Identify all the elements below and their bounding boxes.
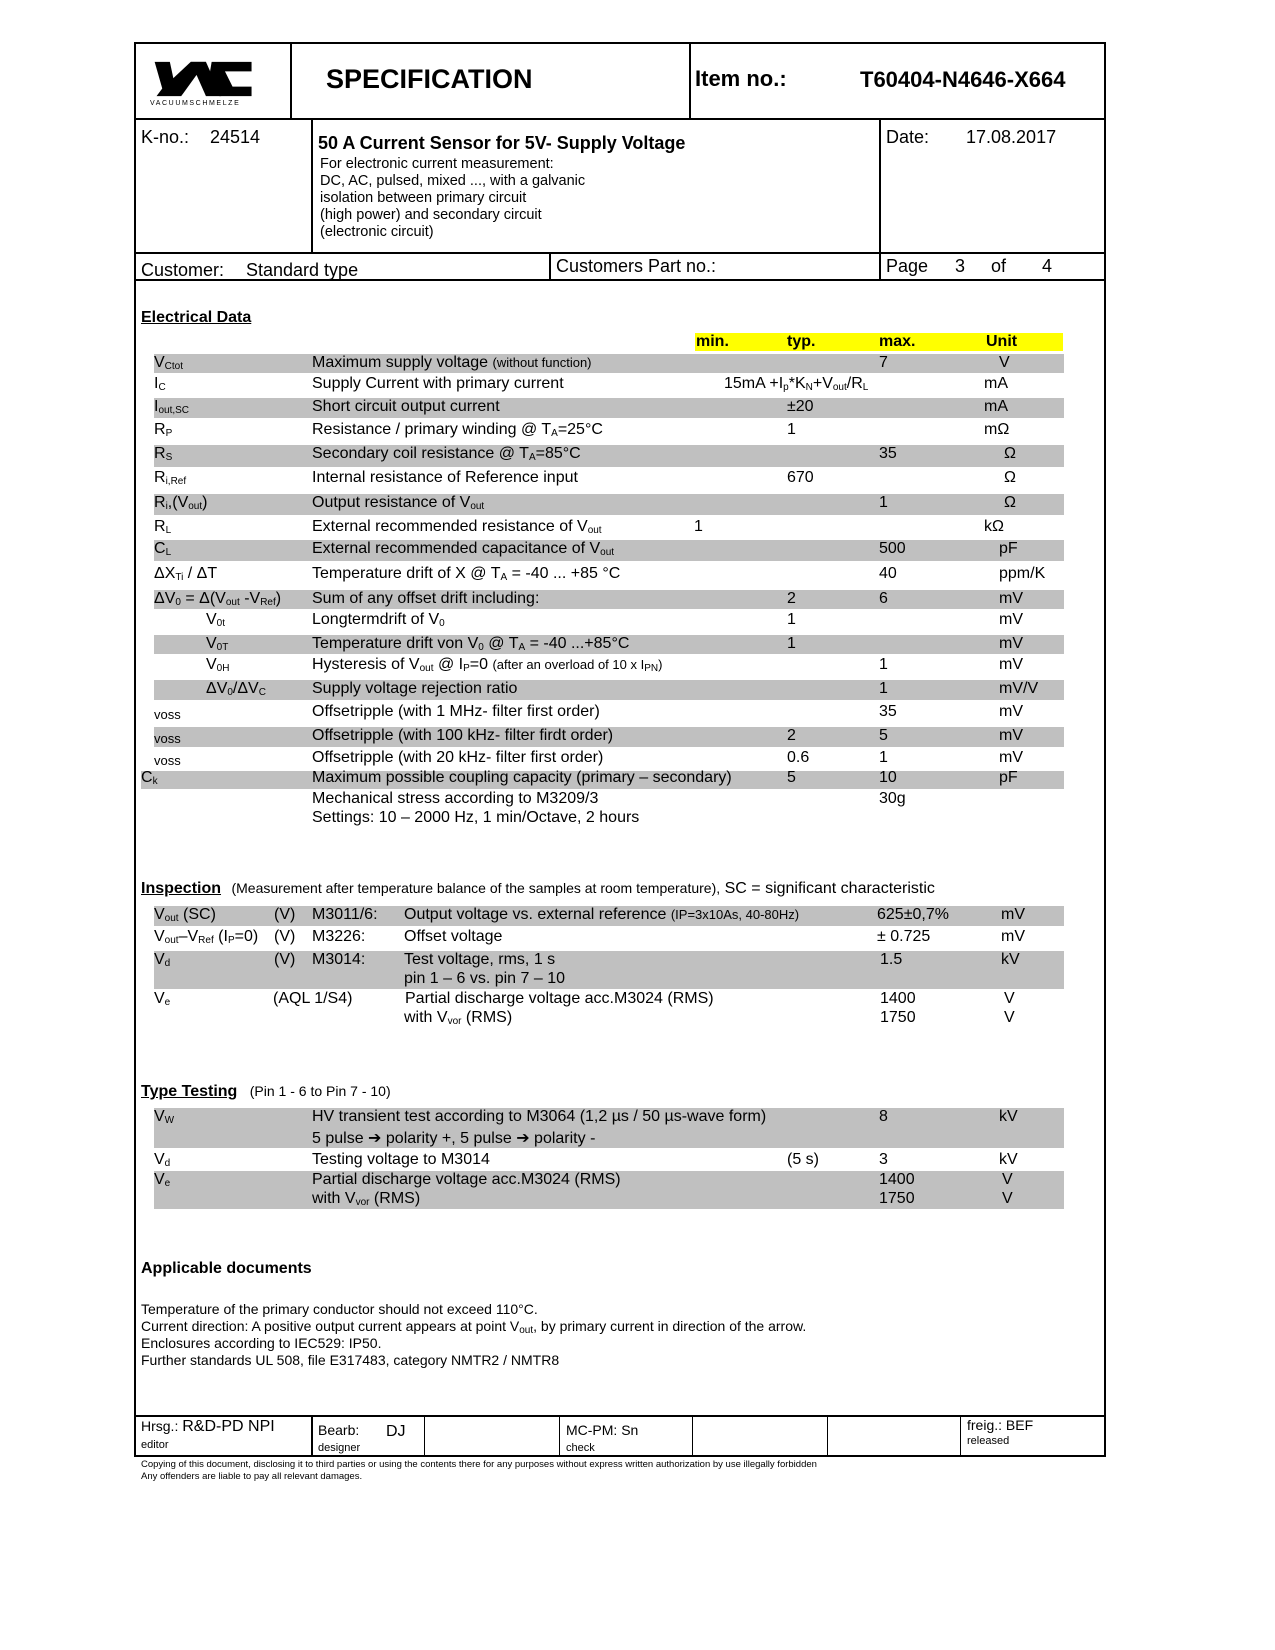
note-line: Current direction: A positive output current appears at point $V_{out}$, by primary current in direction of the arrow. bbox=[141, 1318, 807, 1336]
divider bbox=[960, 1415, 961, 1457]
description-condition: (IP=3x10As, 40-80Hz) bbox=[670, 907, 800, 922]
table-row bbox=[154, 494, 1064, 515]
k-no-label: K-no.: bbox=[141, 127, 190, 147]
symbol: $\Delta X_{Ti}$ / ΔT bbox=[154, 565, 218, 583]
divider bbox=[549, 252, 551, 280]
product-desc-line: (high power) and secondary circuit bbox=[320, 207, 542, 223]
unit: pF bbox=[999, 769, 1018, 786]
max-value: 500 bbox=[879, 540, 906, 557]
description: Offsetripple (with 100 kHz- filter firdt order) bbox=[312, 727, 614, 744]
max-value: 1 bbox=[879, 680, 888, 697]
symbol: $V_{0t}$ bbox=[206, 611, 226, 629]
description: Output resistance of $V_{out}$ bbox=[312, 494, 485, 512]
unit: mA bbox=[984, 398, 1008, 415]
typ-value: 1 bbox=[787, 635, 796, 652]
page-current: 3 bbox=[955, 256, 966, 276]
table-row bbox=[154, 540, 1064, 561]
hrsg-field bbox=[141, 1418, 275, 1436]
description: Internal resistance of Reference input bbox=[312, 469, 578, 486]
unit: V bbox=[1004, 990, 1015, 1007]
description: Temperature drift von $V_0$ @ $T_A = -40$ ...+85°C bbox=[312, 635, 630, 653]
table-row bbox=[154, 518, 1064, 539]
section-heading-inspection: Inspection bbox=[141, 880, 222, 897]
divider bbox=[290, 42, 292, 119]
typ-value: ±20 bbox=[787, 398, 814, 415]
typ-value: 5 bbox=[787, 769, 796, 786]
table-row bbox=[154, 1151, 1064, 1171]
symbol: $C_k$ bbox=[141, 769, 158, 787]
unit: mV bbox=[999, 656, 1023, 673]
inspection-note-sc: SC = significant characteristic bbox=[724, 880, 935, 897]
table-row bbox=[154, 703, 1064, 725]
max-value: 35 bbox=[879, 703, 897, 720]
description: Partial discharge voltage acc.M3024 (RMS) bbox=[405, 990, 714, 1007]
symbol: voss bbox=[154, 707, 181, 722]
typ-value: 1 bbox=[787, 421, 796, 438]
unit: ppm/K bbox=[999, 565, 1046, 582]
description: HV transient test according to M3064 (1,2 µs / 50 µs-wave form) bbox=[312, 1108, 767, 1125]
symbol: $V_{0H}$ bbox=[206, 656, 230, 674]
min-value: 1 bbox=[694, 518, 703, 535]
designer-caption: designer bbox=[318, 1442, 361, 1454]
max-value: 1 bbox=[879, 749, 888, 766]
symbol: $I_{out,SC}$ bbox=[154, 398, 190, 416]
divider bbox=[827, 1415, 828, 1457]
col-unit: Unit bbox=[986, 333, 1018, 350]
table-row bbox=[154, 354, 1064, 373]
value: 3 bbox=[879, 1151, 888, 1168]
freig-field: freig.: BEF bbox=[967, 1417, 1034, 1433]
class: (V) bbox=[274, 951, 296, 968]
item-no-value: T60404-N4646-X664 bbox=[860, 67, 1066, 92]
symbol: $I_C$ bbox=[154, 375, 166, 393]
unit: mV bbox=[999, 727, 1023, 744]
typ-value: 0.6 bbox=[787, 749, 810, 766]
unit: pF bbox=[999, 540, 1018, 557]
mcpm-field: MC-PM: Sn bbox=[566, 1422, 639, 1438]
description bbox=[404, 906, 799, 924]
col-max: max. bbox=[879, 333, 916, 350]
unit: kV bbox=[999, 1151, 1018, 1168]
max-value: 40 bbox=[879, 565, 897, 582]
divider bbox=[424, 1415, 425, 1457]
unit: mV bbox=[999, 749, 1023, 766]
unit: mV bbox=[1001, 906, 1025, 923]
class: (V) bbox=[274, 928, 296, 945]
section-heading-applicable: Applicable documents bbox=[141, 1260, 312, 1277]
unit: mΩ bbox=[984, 421, 1010, 438]
symbol: $R_i,(V_{out})$ bbox=[154, 494, 208, 512]
value: ± 0.725 bbox=[877, 928, 931, 945]
description: Supply voltage rejection ratio bbox=[312, 680, 518, 697]
table-row bbox=[154, 611, 1064, 633]
description: Offsetripple (with 1 MHz- filter first order) bbox=[312, 703, 600, 720]
duration: (5 s) bbox=[787, 1151, 819, 1168]
customers-part-label: Customers Part no.: bbox=[556, 256, 717, 276]
divider bbox=[692, 1415, 693, 1457]
k-no-value: 24514 bbox=[210, 127, 261, 147]
method: M3226: bbox=[312, 928, 366, 945]
description: Testing voltage to M3014 bbox=[312, 1151, 490, 1168]
value-2: 1750 bbox=[880, 1009, 916, 1026]
symbol: $\Delta V_0/\Delta V_C$ bbox=[206, 680, 266, 698]
page-total: 4 bbox=[1042, 256, 1053, 276]
unit: mV bbox=[1001, 928, 1025, 945]
method: M3014: bbox=[312, 951, 366, 968]
table-row bbox=[154, 421, 1064, 443]
item-no-label: Item no.: bbox=[695, 66, 787, 91]
unit: mV/V bbox=[999, 680, 1039, 697]
max-value: 1 bbox=[879, 656, 888, 673]
table-row bbox=[154, 928, 1064, 950]
product-desc-line: (electronic circuit) bbox=[320, 224, 434, 240]
table-row bbox=[154, 1108, 1064, 1148]
customer-value: Standard type bbox=[246, 260, 359, 280]
copyright-notice-2: Any offenders are liable to pay all relevant damages. bbox=[141, 1471, 363, 1482]
section-heading-type-testing: Type Testing bbox=[141, 1083, 238, 1100]
type-testing-header bbox=[141, 1083, 391, 1101]
symbol: $V_e$ bbox=[154, 1171, 171, 1189]
symbol: $\Delta V_0 = \Delta(V_{out}$ $-V_{Ref}$) bbox=[154, 590, 282, 608]
unit: mA bbox=[984, 375, 1008, 392]
description: Offsetripple (with 20 kHz- filter first order) bbox=[312, 749, 604, 766]
max-value: 1 bbox=[879, 494, 888, 511]
description: External recommended resistance of $V_{out}$ bbox=[312, 518, 602, 536]
description: Hysteresis of $V_{out}$ @ $I_P=0$ (after an overload of 10 x $I_{PN}$) bbox=[312, 656, 663, 674]
unit: kV bbox=[1001, 951, 1020, 968]
page-of: of bbox=[991, 256, 1007, 276]
unit-2: V bbox=[1002, 1190, 1013, 1207]
unit: kΩ bbox=[984, 518, 1004, 535]
table-row bbox=[154, 680, 1064, 700]
check-caption: check bbox=[566, 1442, 595, 1454]
symbol: voss bbox=[154, 731, 181, 746]
divider bbox=[311, 118, 313, 253]
class: (V) bbox=[274, 906, 296, 923]
inspection-header bbox=[141, 880, 935, 898]
col-typ: typ. bbox=[787, 333, 816, 350]
description: Test voltage, rms, 1 s bbox=[404, 951, 556, 968]
typ-value: 2 bbox=[787, 727, 796, 744]
description: Maximum possible coupling capacity (primary – secondary) bbox=[312, 769, 732, 786]
max-value: 30g bbox=[879, 790, 906, 807]
symbol: $V_d$ bbox=[154, 951, 171, 969]
type-testing-note: (Pin 1 - 6 to Pin 7 - 10) bbox=[249, 1083, 391, 1099]
table-row bbox=[154, 906, 1064, 926]
divider bbox=[559, 1415, 560, 1457]
table-row bbox=[154, 445, 1064, 467]
description-line-2: Settings: 10 – 2000 Hz, 1 min/Octave, 2 hours bbox=[312, 809, 640, 826]
unit: Ω bbox=[1004, 469, 1016, 486]
copyright-notice: Copying of this document, disclosing it to third parties or using the contents there for any purposes without express written authorization by use illegally forbidden bbox=[141, 1459, 817, 1470]
hrsg-label: Hrsg.: bbox=[141, 1418, 179, 1434]
symbol: $V_d$ bbox=[154, 1151, 171, 1169]
symbol: $C_L$ bbox=[154, 540, 172, 558]
unit: kV bbox=[999, 1108, 1018, 1125]
vac-logo-icon bbox=[150, 60, 260, 98]
symbol: $V_W$ bbox=[154, 1108, 175, 1126]
max-value: 10 bbox=[879, 769, 897, 786]
unit: mV bbox=[999, 635, 1023, 652]
table-row bbox=[154, 635, 1064, 654]
unit: V bbox=[999, 354, 1010, 371]
date-label: Date: bbox=[886, 127, 930, 147]
description: Partial discharge voltage acc.M3024 (RMS) bbox=[312, 1171, 621, 1188]
unit-2: V bbox=[1004, 1009, 1015, 1026]
formula: $15mA +I_p*K_N+V_{out}/R_L$ bbox=[724, 375, 869, 393]
document-title: SPECIFICATION bbox=[326, 64, 533, 94]
product-title: 50 A Current Sensor for 5V- Supply Voltage bbox=[318, 133, 686, 153]
unit: mV bbox=[999, 703, 1023, 720]
divider bbox=[689, 42, 691, 119]
logo-subtext: VACUUMSCHMELZE bbox=[150, 100, 241, 107]
hrsg-value: R&D-PD NPI bbox=[182, 1418, 275, 1435]
symbol: $V_{out}$ (SC) bbox=[154, 906, 216, 924]
bearb-value: DJ bbox=[386, 1423, 406, 1440]
symbol: $R_L$ bbox=[154, 518, 172, 536]
unit: Ω bbox=[1004, 494, 1016, 511]
table-row bbox=[154, 565, 1064, 587]
description: Longtermdrift of $V_0$ bbox=[312, 611, 445, 629]
max-value: 6 bbox=[879, 590, 888, 607]
description-line-2: with $V_{vor}$ (RMS) bbox=[312, 1190, 421, 1208]
description: Secondary coil resistance @ $T_A=85^\circ C$ bbox=[312, 445, 581, 463]
divider bbox=[879, 118, 881, 280]
description-line-2: pin 1 – 6 vs. pin 7 – 10 bbox=[404, 970, 565, 987]
table-row bbox=[154, 656, 1064, 678]
max-value: 35 bbox=[879, 445, 897, 462]
bearb-label: Bearb: bbox=[318, 1422, 360, 1438]
value: 1400 bbox=[879, 1171, 915, 1188]
description: Supply Current with primary current bbox=[312, 375, 564, 392]
customer-label: Customer: bbox=[141, 260, 225, 280]
description-text: Output voltage vs. external reference bbox=[404, 906, 667, 923]
product-desc-line: For electronic current measurement: bbox=[320, 156, 554, 172]
description: External recommended capacitance of $V_{out}$ bbox=[312, 540, 615, 558]
product-desc-line: DC, AC, pulsed, mixed ..., with a galvanic bbox=[320, 173, 586, 189]
description: Offset voltage bbox=[404, 928, 503, 945]
note-line: Temperature of the primary conductor should not exceed 110°C. bbox=[141, 1301, 538, 1317]
page-label: Page bbox=[886, 256, 929, 276]
value-2: 1750 bbox=[879, 1190, 915, 1207]
value: 625±0,7% bbox=[877, 906, 949, 923]
unit: Ω bbox=[1004, 445, 1016, 462]
max-value: 7 bbox=[879, 354, 888, 371]
typ-value: 1 bbox=[787, 611, 796, 628]
released-caption: released bbox=[967, 1435, 1010, 1447]
section-heading-electrical: Electrical Data bbox=[141, 309, 252, 326]
description-line-2: 5 pulse ➔ polarity +, 5 pulse ➔ polarity - bbox=[312, 1130, 596, 1147]
unit: mV bbox=[999, 611, 1023, 628]
description: Sum of any offset drift including: bbox=[312, 590, 540, 607]
table-row bbox=[154, 790, 1064, 830]
table-row bbox=[154, 375, 1064, 397]
symbol: $R_{i,Ref}$ bbox=[154, 469, 187, 487]
inspection-note: (Measurement after temperature balance of the samples at room temperature), bbox=[231, 880, 721, 896]
unit: V bbox=[1002, 1171, 1013, 1188]
description: Resistance / primary winding @ $T_A=25^\circ C$ bbox=[312, 421, 603, 439]
table-row bbox=[141, 771, 1064, 789]
typ-value: 670 bbox=[787, 469, 814, 486]
divider bbox=[134, 1415, 136, 1457]
table-row bbox=[154, 727, 1064, 747]
value: 1400 bbox=[880, 990, 916, 1007]
value: 1.5 bbox=[880, 951, 903, 968]
table-row bbox=[154, 590, 1064, 609]
note-line: Further standards UL 508, file E317483, category NMTR2 / NMTR8 bbox=[141, 1352, 560, 1368]
divider bbox=[311, 1415, 313, 1457]
description-line-2: with $V_{vor}$ (RMS) bbox=[404, 1009, 513, 1027]
table-row bbox=[154, 1171, 1064, 1209]
table-row bbox=[154, 749, 1064, 771]
table-row bbox=[154, 469, 1064, 491]
description: Mechanical stress according to M3209/3 bbox=[312, 790, 599, 807]
symbol: $V_{Ctot}$ bbox=[154, 354, 184, 372]
table-row bbox=[154, 398, 1064, 418]
value: 8 bbox=[879, 1108, 888, 1125]
note-line: Enclosures according to IEC529: IP50. bbox=[141, 1335, 382, 1351]
description: Temperature drift of X @ $T_A = -40$ ... +85 °C bbox=[312, 565, 621, 583]
unit: mV bbox=[999, 590, 1023, 607]
symbol: $V_e$ bbox=[154, 990, 171, 1008]
description: Maximum supply voltage (without function) bbox=[312, 354, 592, 371]
symbol: $R_P$ bbox=[154, 421, 173, 439]
symbol: $R_S$ bbox=[154, 445, 173, 463]
col-min: min. bbox=[696, 333, 729, 350]
product-desc-line: isolation between primary circuit bbox=[320, 190, 527, 206]
max-value: 5 bbox=[879, 727, 888, 744]
method: M3011/6: bbox=[312, 906, 378, 923]
divider bbox=[134, 118, 1106, 120]
description: Short circuit output current bbox=[312, 398, 500, 415]
date-value: 17.08.2017 bbox=[966, 127, 1057, 147]
symbol: $V_{out}-V_{Ref}$ $(I_P=0)$ bbox=[154, 928, 259, 946]
table-row bbox=[154, 951, 1064, 989]
symbol: voss bbox=[154, 753, 181, 768]
table-row bbox=[154, 990, 1064, 1030]
typ-value: 2 bbox=[787, 590, 796, 607]
editor-caption: editor bbox=[141, 1439, 169, 1451]
divider bbox=[134, 252, 1106, 254]
class: (AQL 1/S4) bbox=[273, 990, 353, 1007]
symbol: $V_{0T}$ bbox=[206, 635, 229, 653]
